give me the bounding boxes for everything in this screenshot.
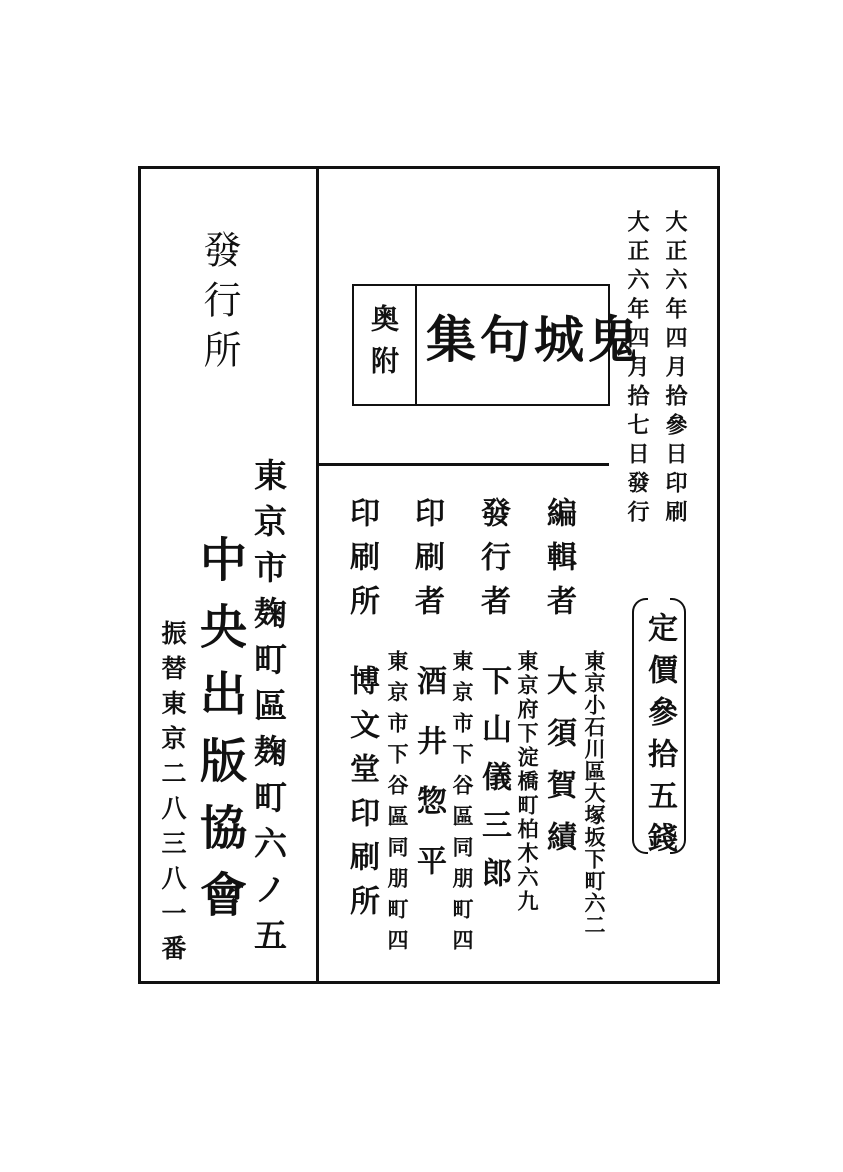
role-print-shop: 印刷所 xyxy=(344,497,379,629)
horizontal-divider xyxy=(319,463,609,466)
issuer-address: 東京市麹町區麹町六ノ五 xyxy=(249,458,288,964)
editor-address: 東京小石川區大塚坂下町六二 xyxy=(582,650,607,936)
print-shop-name: 博文堂印刷所 xyxy=(344,665,379,929)
role-publisher: 發行者 xyxy=(475,497,510,629)
price: 定價參拾五錢 xyxy=(642,612,677,864)
book-title xyxy=(426,310,642,369)
publisher-name: 下山儀三郎 xyxy=(476,665,511,905)
column-divider xyxy=(316,169,319,981)
editor-name: 大須賀績 xyxy=(541,665,576,873)
printer-address: 東京市下谷區同朋町四 xyxy=(450,650,475,960)
issue-date: 大正六年四月拾七日發行 xyxy=(624,210,650,529)
role-printer: 印刷者 xyxy=(409,497,444,629)
issuer-label: 發行所 xyxy=(197,230,241,380)
printer-name: 酒井惣平 xyxy=(411,665,446,905)
issuer-name: 中央出版協會 xyxy=(192,535,247,937)
book-title-text: 鬼城句集 xyxy=(426,310,642,369)
transfer-account: 振替東京二八三八一番 xyxy=(158,620,187,970)
title-separator xyxy=(415,286,417,404)
okutsuke-label: 奥附 xyxy=(367,304,400,388)
publisher-address: 東京府下淀橋町柏木六九 xyxy=(515,650,540,914)
role-editor: 編輯者 xyxy=(541,497,576,629)
print-date: 大正六年四月拾參日印刷 xyxy=(662,210,688,529)
print-shop-address: 東京市下谷區同朋町四 xyxy=(385,650,410,960)
